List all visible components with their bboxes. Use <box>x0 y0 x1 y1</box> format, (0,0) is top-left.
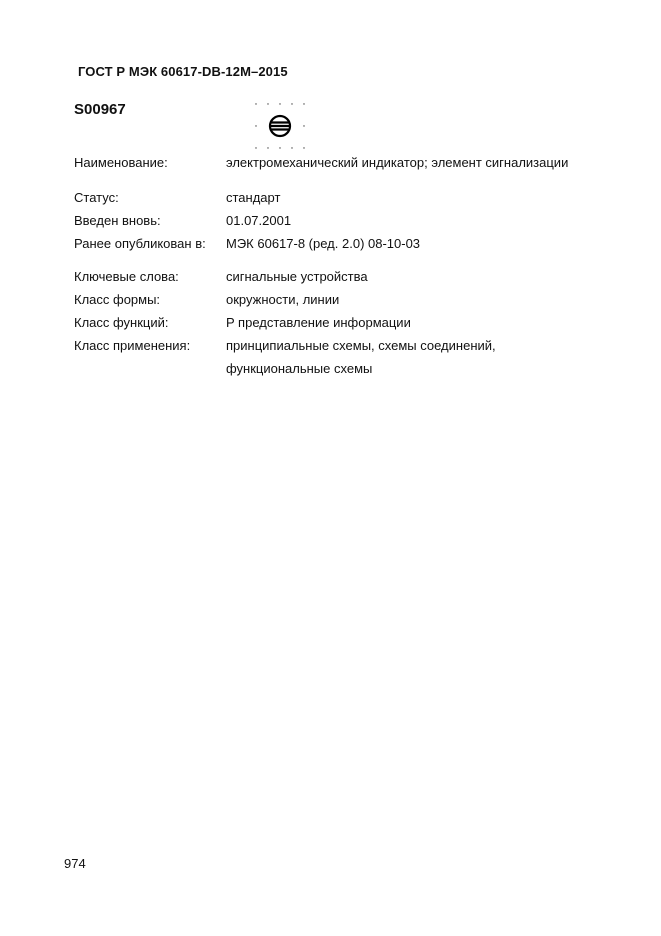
field-label: Ключевые слова: <box>74 269 179 284</box>
field-label: Ранее опубликован в: <box>74 236 206 251</box>
field-label: Класс применения: <box>74 338 191 353</box>
field-value: принципиальные схемы, схемы соединений, <box>226 338 496 353</box>
field-value: 01.07.2001 <box>226 213 292 228</box>
field-value: электромеханический индикатор; элемент сигнализации <box>226 155 569 170</box>
field-value: функциональные схемы <box>226 361 373 376</box>
field-value: сигнальные устройства <box>226 269 368 284</box>
electromechanical-indicator-symbol-icon <box>252 100 312 152</box>
symbol-code: S00967 <box>74 101 126 118</box>
document-header: ГОСТ Р МЭК 60617-DB-12M–2015 <box>78 64 288 79</box>
field-label: Наименование: <box>74 155 168 170</box>
field-value: окружности, линии <box>226 292 340 307</box>
page-number: 974 <box>64 856 86 871</box>
field-value: P представление информации <box>226 315 411 330</box>
field-label: Класс функций: <box>74 315 169 330</box>
field-label: Введен вновь: <box>74 213 161 228</box>
field-label: Класс формы: <box>74 292 161 307</box>
field-label: Статус: <box>74 190 119 205</box>
field-value: стандарт <box>226 190 281 205</box>
field-value: МЭК 60617-8 (ред. 2.0) 08-10-03 <box>226 236 421 251</box>
